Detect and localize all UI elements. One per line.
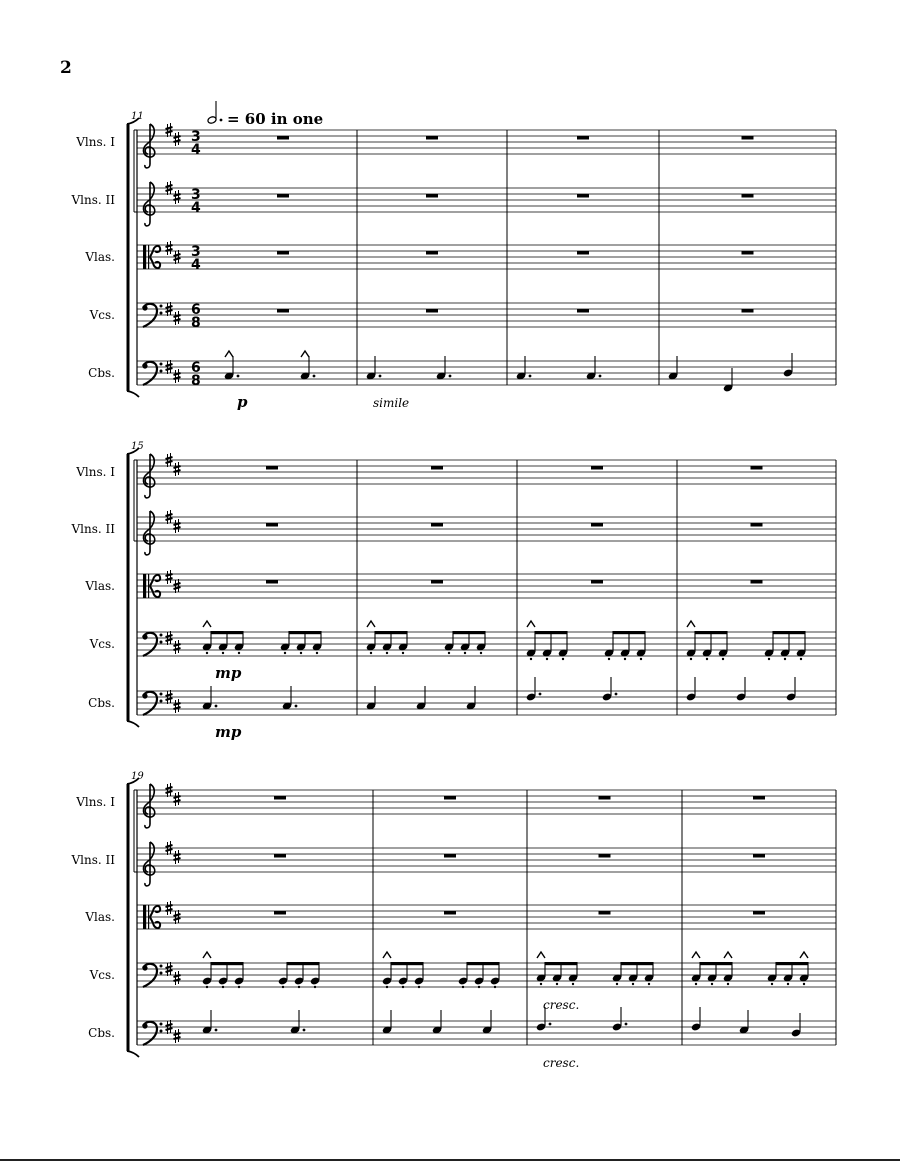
system-1-staff-4-m2-rest: [426, 309, 438, 313]
system-1-timesig-4-top: 6: [191, 302, 201, 318]
system-2-keysig-2-f-sharp-h1: [166, 514, 173, 516]
system-2-vcs-m1-g1-note2-staccato: [238, 652, 240, 654]
system-3-vcs-m4-g2-note1-staccato: [787, 983, 789, 985]
system-1-keysig-4-f-sharp-h1: [166, 306, 173, 308]
system-2-clef-5-dot-main: [142, 693, 147, 698]
system-1-clef-3-lower: [150, 257, 160, 268]
system-2-clef-1-curve: [143, 454, 154, 487]
system-1-measure-number: 11: [131, 111, 144, 122]
system-2-vcs-m3-g1-beam: [535, 631, 568, 634]
system-2-keysig-1-c-sharp: [174, 462, 181, 476]
system-1-staff-2-m4-rest: [742, 194, 754, 198]
system-2-keysig-1-f-sharp-h1: [166, 457, 173, 459]
system-2-label-5: Cbs.: [88, 696, 115, 710]
system-2-vcs-m2-g2-note2-staccato: [480, 652, 482, 654]
system-3-vcs-m1-g2-note1-staccato: [298, 986, 300, 988]
system-3-cbs-m1-n1-dot: [215, 1029, 218, 1032]
system-2-staff-1-m2-rest: [431, 466, 443, 470]
system-3-vcs-m4-g1-beam: [700, 962, 733, 965]
system-3-keysig-5-c-sharp: [174, 1029, 181, 1043]
system-2-clef-3-bar-thin: [148, 574, 149, 598]
system-1-clef-4-dot-upper: [160, 305, 163, 308]
system-1-keysig-4-c-sharp: [174, 311, 181, 325]
system-3-vcs-m2-g1-note1-staccato: [402, 986, 404, 988]
system-3-vcs-m1-g1-note2-staccato: [238, 986, 240, 988]
system-2-vcs-m4-g1-note0-accent: [687, 621, 695, 627]
system-1-keysig-4-f-sharp-h2: [166, 310, 173, 312]
system-3-vcs-m3-g1-note2-staccato: [572, 983, 574, 985]
system-2-keysig-5-c-sharp: [174, 699, 181, 713]
system-3-keysig-2-f-sharp-h2: [166, 849, 173, 851]
tempo-note-icon: [207, 101, 222, 124]
system-1-label-3: Vlas.: [85, 250, 115, 264]
system-1-timesig-5-bottom: 8: [191, 373, 201, 389]
system-1-staff-4-m4-rest: [742, 309, 754, 313]
system-1-clef-5-dot-lower: [160, 370, 163, 373]
system-2-vcs-m2-g2-note1-staccato: [464, 652, 466, 654]
system-1-keysig-3-c-sharp-h1: [174, 254, 181, 256]
system-3-cbs-m3-n2-dot: [625, 1023, 628, 1026]
system-2-vcs-m1-g2-note0-staccato: [284, 652, 286, 654]
system-1-timesig-1-top: 3: [191, 129, 201, 145]
system-2-cbs-m1-n2-dot: [295, 705, 298, 708]
system-1-staff-3-m1-rest: [277, 251, 289, 255]
system-2-measure-number: 15: [131, 441, 144, 452]
system-3-staff-3-m3-rest: [599, 911, 611, 915]
system-1-timesig-3-bottom: 4: [191, 257, 201, 273]
system-3-expression-1: cresc.: [543, 998, 580, 1012]
system-2-vcs-m1-g2-beam: [289, 631, 322, 634]
system-1-keysig-5-c-sharp: [174, 369, 181, 383]
system-3-label-2: Vlns. II: [71, 853, 115, 867]
system-2-vcs-m4-g2-note0-staccato: [768, 658, 770, 660]
system-2-staff-2-m3-rest: [591, 523, 603, 527]
system-2-vcs-m2-g1-note2-staccato: [402, 652, 404, 654]
system-3-vcs-m3-g2-beam: [621, 962, 654, 965]
system-3-clef-2: [143, 842, 154, 886]
system-1-staff-4-m1-rest: [277, 309, 289, 313]
system-2-staff-3-m2-rest: [431, 580, 443, 584]
system-3-staff-1-m4-rest: [753, 796, 765, 800]
system-1-keysig-2-f-sharp-h1: [166, 185, 173, 187]
system-3-keysig-5-f-sharp-h1: [166, 1024, 173, 1026]
system-1-staff-3-m3-rest: [577, 251, 589, 255]
system-3-keysig-4-c-sharp: [174, 971, 181, 985]
system-1-keysig-1-f-sharp-h2: [166, 131, 173, 133]
system-3-clef-4-dot-upper: [160, 965, 163, 968]
system-1-label-5: Cbs.: [88, 366, 115, 380]
system-3-staff-1-m2-rest: [444, 796, 456, 800]
system-2-vcs-m1-g1-note1-staccato: [222, 652, 224, 654]
system-3-vcs-m4-g2-note0-staccato: [771, 983, 773, 985]
system-2-keysig-4-f-sharp-h1: [166, 635, 173, 637]
system-3-vcs-m2-g1-note0-staccato: [386, 986, 388, 988]
system-3-vcs-m2-g1-note0-accent: [383, 952, 391, 958]
system-2-bracket-bottom: [127, 721, 139, 727]
system-1-staff-4-m3-rest: [577, 309, 589, 313]
system-3-label-1: Vlns. I: [76, 795, 115, 809]
system-3-cbs-m1-n2-dot: [303, 1029, 306, 1032]
system-2-keysig-4-c-sharp: [174, 640, 181, 654]
system-3-keysig-1-f-sharp-h2: [166, 791, 173, 793]
system-3-vcs-m3-g2-note0-staccato: [616, 983, 618, 985]
system-2-vcs-m1-g1-note0-accent: [203, 621, 211, 627]
system-2-keysig-2-f-sharp-h2: [166, 518, 173, 520]
system-3-vcs-m1-g1-note1-staccato: [222, 986, 224, 988]
system-2-staff-1-m4-rest: [751, 466, 763, 470]
tempo-text: = 60 in one: [227, 110, 324, 128]
system-2-vcs-m3-g1-note1-staccato: [546, 658, 548, 660]
system-2-vcs-m4-g2-note1-staccato: [784, 658, 786, 660]
system-1-timesig-2-bottom: 4: [191, 200, 201, 216]
system-2-cbs-m3-n2-dot: [615, 693, 618, 696]
system-1-cbs-m1-n1-dot: [237, 375, 240, 378]
system-2-vcs-m3-g1-note0-accent: [527, 621, 535, 627]
system-1-label-1: Vlns. I: [76, 135, 115, 149]
system-3-staff-2-m1-rest: [274, 854, 286, 858]
system-2-keysig-4-f-sharp-h2: [166, 639, 173, 641]
system-3-keysig-3-f-sharp: [166, 901, 173, 915]
system-3-clef-2-curve: [143, 842, 154, 875]
system-3-keysig-3-c-sharp-h2: [174, 918, 181, 920]
system-1-cbs-m1-n2-dot: [313, 375, 316, 378]
system-2-vcs-m3-g2-note1-staccato: [624, 658, 626, 660]
system-2-clef-2-curve: [143, 511, 154, 544]
system-3-vcs-m4-g2-beam: [776, 962, 809, 965]
system-2-expression-2: mp: [215, 723, 242, 741]
system-2-clef-2: [143, 511, 154, 555]
system-3-keysig-2-f-sharp-h1: [166, 845, 173, 847]
system-3-clef-3-bar-thick: [143, 905, 146, 929]
system-2-vcs-m4-g1-beam: [695, 631, 728, 634]
system-1-cbs-m2-n2-dot: [449, 375, 452, 378]
system-3-keysig-3-c-sharp-h1: [174, 914, 181, 916]
system-1-label-4: Vcs.: [89, 308, 115, 322]
system-3-vcs-m3-g1-note0-accent: [537, 952, 545, 958]
system-2-cbs-m1-n1-dot: [215, 705, 218, 708]
system-3-label-5: Cbs.: [88, 1026, 115, 1040]
system-2-vcs-m1-g2-note2-staccato: [316, 652, 318, 654]
system-3-clef-4-dot-main: [142, 965, 147, 970]
system-1-cbs-m1-n1-accent: [225, 351, 233, 357]
system-3-keysig-4-f-sharp-h1: [166, 966, 173, 968]
system-3-clef-1: [143, 784, 154, 828]
system-1-timesig-1-bottom: 4: [191, 142, 201, 158]
system-2-vcs-m2-g1-beam: [375, 631, 408, 634]
system-2-vcs-m3-g2-beam: [613, 631, 646, 634]
system-1-cbs-m3-n2-dot: [599, 375, 602, 378]
system-1-clef-4: [142, 304, 162, 327]
system-3-vcs-m3-g2-note1-staccato: [632, 983, 634, 985]
page-number: 2: [60, 58, 72, 78]
system-2-vcs-m2-g2-beam: [453, 631, 486, 634]
system-2-vcs-m1-g2-note1-staccato: [300, 652, 302, 654]
system-2-vcs-m2-g1-note0-accent: [367, 621, 375, 627]
system-1-expression-2: simile: [373, 396, 410, 410]
system-2-staff-1-m3-rest: [591, 466, 603, 470]
system-3-keysig-1-c-sharp: [174, 792, 181, 806]
system-2-keysig-2-c-sharp: [174, 519, 181, 533]
system-3-label-3: Vlas.: [85, 910, 115, 924]
system-2-vcs-m2-g1-note1-staccato: [386, 652, 388, 654]
system-2-vcs-m2-g1-note0-staccato: [370, 652, 372, 654]
system-2-vcs-m1-g1-note0-staccato: [206, 652, 208, 654]
system-1-clef-5-dot-upper: [160, 363, 163, 366]
system-1-clef-4-dot-lower: [160, 312, 163, 315]
system-3-clef-5-dot-lower: [160, 1030, 163, 1033]
system-3-clef-3-upper: [150, 906, 160, 917]
system-1-clef-3-bar-thick: [143, 245, 146, 269]
system-2-vcs-m3-g1-note2-staccato: [562, 658, 564, 660]
system-3-vcs-m1-g1-note0-staccato: [206, 986, 208, 988]
system-2-vcs-m3-g2-note2-staccato: [640, 658, 642, 660]
system-1-staff-2-m2-rest: [426, 194, 438, 198]
system-3-clef-5: [142, 1022, 162, 1045]
system-1-keysig-1-c-sharp: [174, 132, 181, 146]
system-1-timesig-2-top: 3: [191, 187, 201, 203]
system-2-vcs-m1-g1-beam: [211, 631, 244, 634]
system-1-timesig-4-bottom: 8: [191, 315, 201, 331]
system-3-vcs-m3-g2-note2-staccato: [648, 983, 650, 985]
system-1-keysig-1-f-sharp-h1: [166, 127, 173, 129]
system-2-label-3: Vlas.: [85, 579, 115, 593]
system-1-clef-3-upper: [150, 246, 160, 257]
system-1-cbs-m2-n1-dot: [379, 375, 382, 378]
system-3-vcs-m1-g1-beam: [211, 962, 244, 965]
system-1-clef-4-dot-main: [142, 305, 147, 310]
system-1-staff-1-m3-rest: [577, 136, 589, 140]
system-3-clef-4: [142, 964, 162, 987]
system-2-cbs-m3-n1-dot: [539, 693, 542, 696]
system-1-clef-5-dot-main: [142, 363, 147, 368]
system-3-vcs-m1-g2-beam: [287, 962, 320, 965]
system-1-staff-1-m1-rest: [277, 136, 289, 140]
system-3-vcs-m2-g2-beam: [467, 962, 500, 965]
system-3-staff-2-m3-rest: [599, 854, 611, 858]
system-3-staff-1-m3-rest: [599, 796, 611, 800]
system-2-clef-5-dot-upper: [160, 693, 163, 696]
system-3-vcs-m1-g2-note0-staccato: [282, 986, 284, 988]
system-2-label-1: Vlns. I: [76, 465, 115, 479]
system-3-vcs-m4-g1-note0-staccato: [695, 983, 697, 985]
system-3-vcs-m3-g1-note0-staccato: [540, 983, 542, 985]
system-1-keysig-5-f-sharp-h2: [166, 368, 173, 370]
system-2-staff-3-m4-rest: [751, 580, 763, 584]
system-1-label-2: Vlns. II: [71, 193, 115, 207]
system-3-vcs-m4-g2-note2-accent: [800, 952, 808, 958]
system-3-vcs-m4-g1-note2-accent: [724, 952, 732, 958]
system-3-keysig-4-f-sharp-h2: [166, 970, 173, 972]
system-3-clef-5-dot-main: [142, 1023, 147, 1028]
system-1-clef-2: [143, 182, 154, 226]
system-3-keysig-1-f-sharp-h1: [166, 787, 173, 789]
system-1-clef-5: [142, 362, 162, 385]
system-2-staff-3-m1-rest: [266, 580, 278, 584]
system-2-keysig-3-c-sharp-h1: [174, 583, 181, 585]
system-2-staff-2-m4-rest: [751, 523, 763, 527]
system-2-clef-5-dot-lower: [160, 700, 163, 703]
system-2-staff-2-m2-rest: [431, 523, 443, 527]
system-3-vcs-m2-g1-note2-staccato: [418, 986, 420, 988]
system-3-vcs-m4-g1-note2-staccato: [727, 983, 729, 985]
system-2-expression-1: mp: [215, 664, 242, 682]
system-3-staff-3-m4-rest: [753, 911, 765, 915]
system-3-label-4: Vcs.: [89, 968, 115, 982]
system-2-clef-5: [142, 692, 162, 715]
system-3-vcs-m4-g1-note0-accent: [692, 952, 700, 958]
system-3-clef-3-bar-thin: [148, 905, 149, 929]
system-3-keysig-2-c-sharp: [174, 850, 181, 864]
system-3-clef-3-lower: [150, 917, 160, 928]
system-3-vcs-m4-g1-note1-staccato: [711, 983, 713, 985]
system-1-timesig-5-top: 6: [191, 360, 201, 376]
system-1-staff-1-m2-rest: [426, 136, 438, 140]
system-3-vcs-m2-g2-note0-staccato: [462, 986, 464, 988]
system-3-staff-1-m1-rest: [274, 796, 286, 800]
system-1-keysig-5-f-sharp-h1: [166, 364, 173, 366]
system-3-bracket-bottom: [127, 1051, 139, 1057]
system-3-vcs-m3-g1-note1-staccato: [556, 983, 558, 985]
system-1-staff-2-m3-rest: [577, 194, 589, 198]
system-3-vcs-m3-g1-beam: [545, 962, 578, 965]
system-3-keysig-5-f-sharp-h2: [166, 1028, 173, 1030]
system-1-staff-1-m4-rest: [742, 136, 754, 140]
system-2-label-4: Vcs.: [89, 637, 115, 651]
system-2-vcs-m4-g2-beam: [773, 631, 806, 634]
page-bottom-rule: [0, 1159, 900, 1161]
system-2-vcs-m3-g2-note0-staccato: [608, 658, 610, 660]
tempo-note-dot: [220, 119, 223, 122]
system-2-vcs-m3-g1-note0-staccato: [530, 658, 532, 660]
system-3-vcs-m2-g2-note2-staccato: [494, 986, 496, 988]
system-1-keysig-3-f-sharp: [166, 241, 173, 255]
system-1-clef-2-curve: [143, 182, 154, 215]
system-2-vcs-m4-g1-note1-staccato: [706, 658, 708, 660]
system-2-keysig-3-f-sharp: [166, 570, 173, 584]
system-2-keysig-3-c-sharp-h2: [174, 587, 181, 589]
system-3-measure-number: 19: [131, 771, 144, 782]
system-2-clef-4-dot-upper: [160, 634, 163, 637]
system-2-clef-4-dot-lower: [160, 641, 163, 644]
system-2-staff-3-m3-rest: [591, 580, 603, 584]
system-3-vcs-m2-g2-note1-staccato: [478, 986, 480, 988]
system-2-vcs-m4-g2-note2-staccato: [800, 658, 802, 660]
system-2-clef-1: [143, 454, 154, 498]
system-2-clef-4: [142, 633, 162, 656]
system-2-label-2: Vlns. II: [71, 522, 115, 536]
system-3-clef-4-dot-lower: [160, 972, 163, 975]
system-1-expression-1: p: [237, 393, 248, 411]
system-1-bracket-bottom: [127, 391, 139, 397]
system-1-cbs-m3-n1-dot: [529, 375, 532, 378]
system-2-clef-4-dot-main: [142, 634, 147, 639]
system-2-vcs-m4-g1-note0-staccato: [690, 658, 692, 660]
system-3-cbs-m3-n1-dot: [549, 1023, 552, 1026]
system-3-staff-2-m4-rest: [753, 854, 765, 858]
system-3-vcs-m2-g1-beam: [391, 962, 424, 965]
system-1-staff-3-m2-rest: [426, 251, 438, 255]
system-1-staff-2-m1-rest: [277, 194, 289, 198]
system-3-expression-2: cresc.: [543, 1056, 580, 1070]
system-2-vcs-m4-g1-note2-staccato: [722, 658, 724, 660]
system-3-staff-3-m1-rest: [274, 911, 286, 915]
system-2-staff-1-m1-rest: [266, 466, 278, 470]
system-2-clef-3-bar-thick: [143, 574, 146, 598]
system-1-clef-1-curve: [143, 124, 154, 157]
system-2-vcs-m2-g2-note0-staccato: [448, 652, 450, 654]
system-2-clef-3-lower: [150, 586, 160, 597]
system-3-staff-2-m2-rest: [444, 854, 456, 858]
system-1-cbs-m1-n2-accent: [301, 351, 309, 357]
system-1-keysig-2-c-sharp: [174, 190, 181, 204]
system-2-keysig-5-f-sharp-h1: [166, 694, 173, 696]
system-1-clef-1: [143, 124, 154, 168]
system-1-timesig-3-top: 3: [191, 244, 201, 260]
system-3-staff-3-m2-rest: [444, 911, 456, 915]
system-3-clef-5-dot-upper: [160, 1023, 163, 1026]
system-1-staff-3-m4-rest: [742, 251, 754, 255]
system-2-keysig-5-f-sharp-h2: [166, 698, 173, 700]
system-3-clef-1-curve: [143, 784, 154, 817]
system-2-staff-2-m1-rest: [266, 523, 278, 527]
system-1-clef-3-bar-thin: [148, 245, 149, 269]
system-1-keysig-3-c-sharp-h2: [174, 258, 181, 260]
system-2-clef-3-upper: [150, 575, 160, 586]
system-3-vcs-m4-g2-note2-staccato: [803, 983, 805, 985]
system-2-keysig-1-f-sharp-h2: [166, 461, 173, 463]
system-3-vcs-m1-g2-note2-staccato: [314, 986, 316, 988]
system-3-vcs-m1-g1-note0-accent: [203, 952, 211, 958]
system-1-keysig-2-f-sharp-h2: [166, 189, 173, 191]
